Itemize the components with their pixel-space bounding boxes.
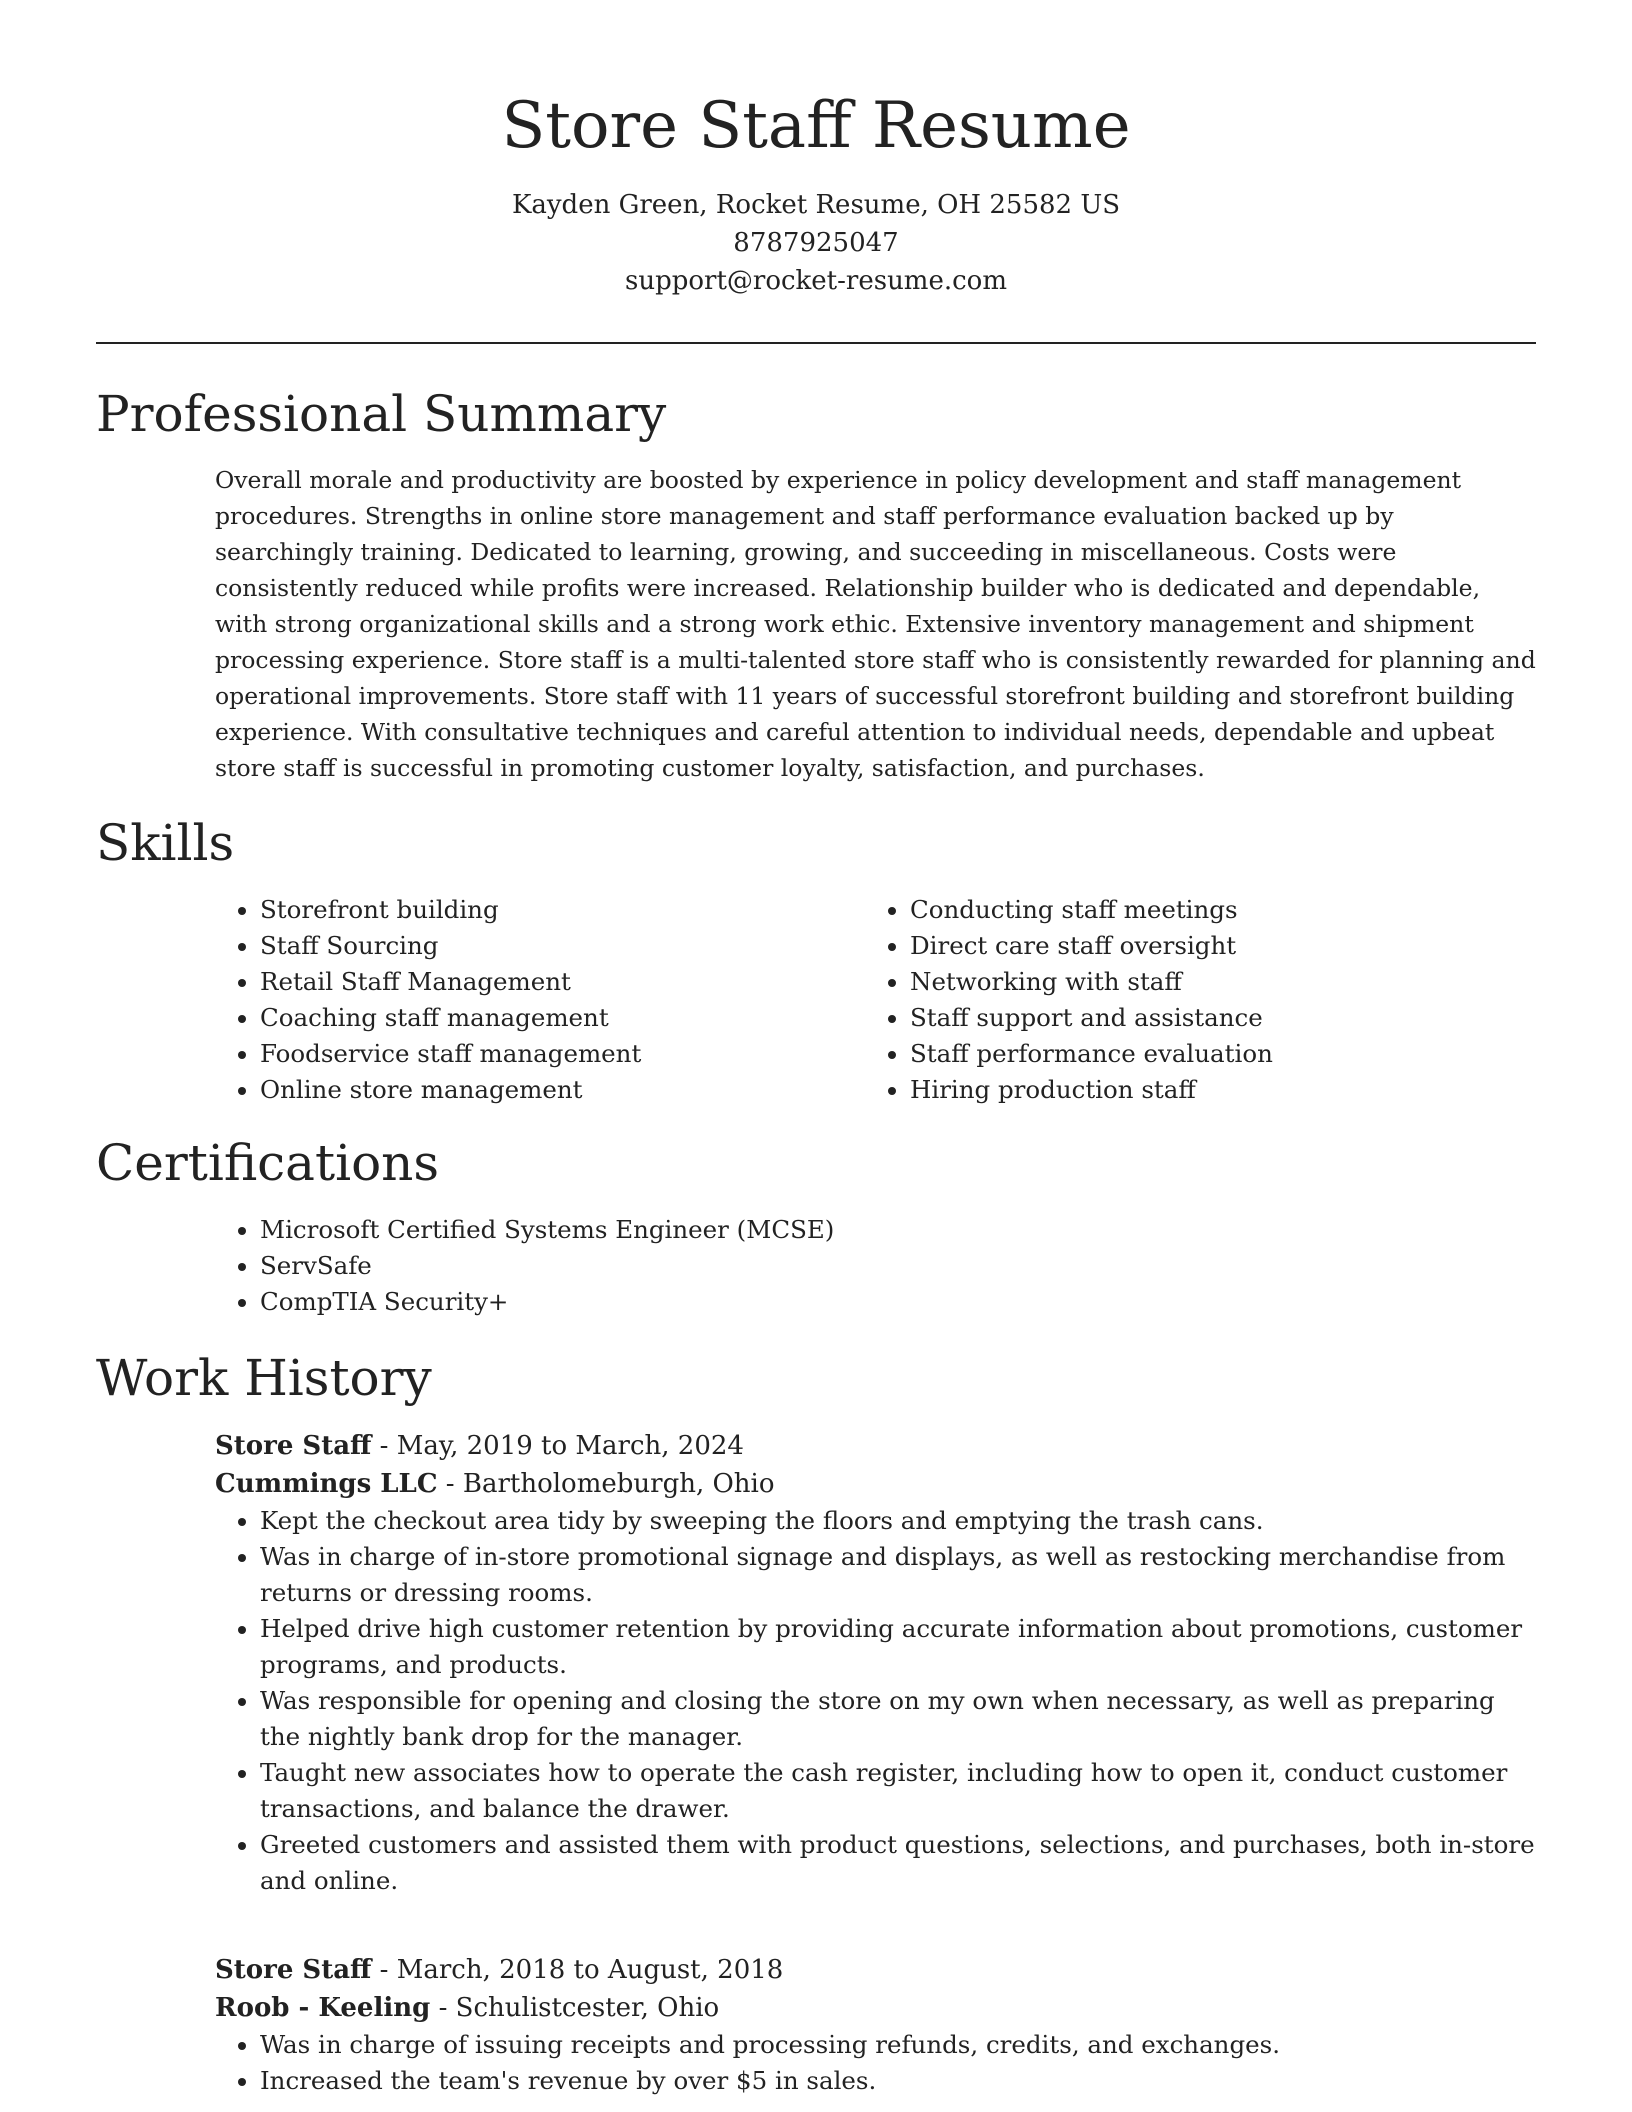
job-title: Store Staff: [215, 1955, 372, 1985]
duty-item: • Kept the checkout area tidy by sweeping the floors and emptying the trash cans.: [260, 1503, 1537, 1539]
job-company-line: Cummings LLC - Bartholomeburgh, Ohio: [215, 1469, 775, 1499]
work-history-heading: Work History: [96, 1349, 432, 1407]
skill-item: • Direct care staff oversight: [910, 928, 1505, 964]
contact-phone: 8787925047: [733, 228, 899, 258]
skill-item: • Networking with staff: [910, 964, 1505, 1000]
certifications-heading: Certifications: [96, 1134, 440, 1192]
page-title: Store Staff Resume: [501, 89, 1131, 163]
resume-header: [0, 84, 1632, 300]
skill-item: • Conducting staff meetings: [910, 892, 1505, 928]
skills-list-left: [215, 892, 855, 1108]
duty-item: • Was in charge of in-store promotional signage and displays, as well as restocking merchandise from returns or dressing rooms.: [260, 1539, 1537, 1611]
job-dates: May, 2019 to March, 2024: [396, 1431, 744, 1461]
job-title-line: Store Staff - March, 2018 to August, 2018: [215, 1955, 784, 1985]
job-company: Roob - Keeling: [215, 1993, 431, 2023]
job-duties: [215, 1503, 1537, 1899]
duty-item: • Was in charge of issuing receipts and processing refunds, credits, and exchanges.: [260, 2027, 1537, 2063]
skill-item: • Coaching staff management: [260, 1000, 855, 1036]
job-title: Store Staff: [215, 1431, 372, 1461]
job-duties: [215, 2027, 1537, 2099]
skill-item: • Storefront building: [260, 892, 855, 928]
certification-item: • CompTIA Security+: [260, 1284, 1415, 1320]
duty-item: • Helped drive high customer retention by providing accurate information about promotions, customer programs, and products.: [260, 1611, 1537, 1683]
skills-list-right: [865, 892, 1505, 1108]
job-location: Schulistcester, Ohio: [455, 1993, 720, 2023]
job-company-line: Roob - Keeling - Schulistcester, Ohio: [215, 1993, 720, 2023]
certification-item: • ServSafe: [260, 1248, 1415, 1284]
skill-item: • Staff support and assistance: [910, 1000, 1505, 1036]
certification-item: • Microsoft Certified Systems Engineer (MCSE): [260, 1212, 1415, 1248]
skill-item: • Retail Staff Management: [260, 964, 855, 1000]
skills-heading: Skills: [96, 814, 235, 872]
skill-item: • Hiring production staff: [910, 1072, 1505, 1108]
duty-item: • Greeted customers and assisted them with product questions, selections, and purchases, both in-store and online.: [260, 1827, 1537, 1899]
duty-item: • Taught new associates how to operate the cash register, including how to open it, conduct customer transactions, and balance the drawer.: [260, 1755, 1537, 1827]
summary-text: Overall morale and productivity are boosted by experience in policy development and staff management procedures. Strengths in online store management and staff performance evaluation backed up by searchingly training. Dedicated to learning, growing, and succeeding in miscellaneous. Costs were consistently reduced while profits were increased. Relationship builder who is dedicated and dependable, with strong organizational skills and a strong work ethic. Extensive inventory management and shipment processing experience. Store staff is a multi-talented store staff who is consistently rewarded for planning and operational improvements. Store staff with 11 years of successful storefront building and storefront building experience. With consultative techniques and careful attention to individual needs, dependable and upbeat store staff is successful in promoting customer loyalty, satisfaction, and purchases.: [215, 466, 1536, 782]
job-company: Cummings LLC: [215, 1469, 438, 1499]
skill-item: • Staff Sourcing: [260, 928, 855, 964]
summary-heading: Professional Summary: [96, 385, 667, 443]
job-dates: March, 2018 to August, 2018: [396, 1955, 784, 1985]
skill-item: • Staff performance evaluation: [910, 1036, 1505, 1072]
contact-address: Kayden Green, Rocket Resume, OH 25582 US: [511, 190, 1121, 220]
duty-item: • Increased the team's revenue by over $5 in sales.: [260, 2063, 1537, 2099]
job-entry: [215, 1951, 1537, 2099]
job-location: Bartholomeburgh, Ohio: [462, 1469, 775, 1499]
duty-item: • Was responsible for opening and closing the store on my own when necessary, as well as preparing the nightly bank drop for the manager.: [260, 1683, 1537, 1755]
contact-info: [0, 186, 1632, 300]
certifications-list: [215, 1212, 1415, 1320]
header-divider: [96, 342, 1536, 344]
job-entry: [215, 1427, 1537, 1899]
contact-email[interactable]: support@rocket-resume.com: [624, 266, 1007, 296]
skill-item: • Online store management: [260, 1072, 855, 1108]
job-title-line: Store Staff - May, 2019 to March, 2024: [215, 1431, 744, 1461]
skill-item: • Foodservice staff management: [260, 1036, 855, 1072]
